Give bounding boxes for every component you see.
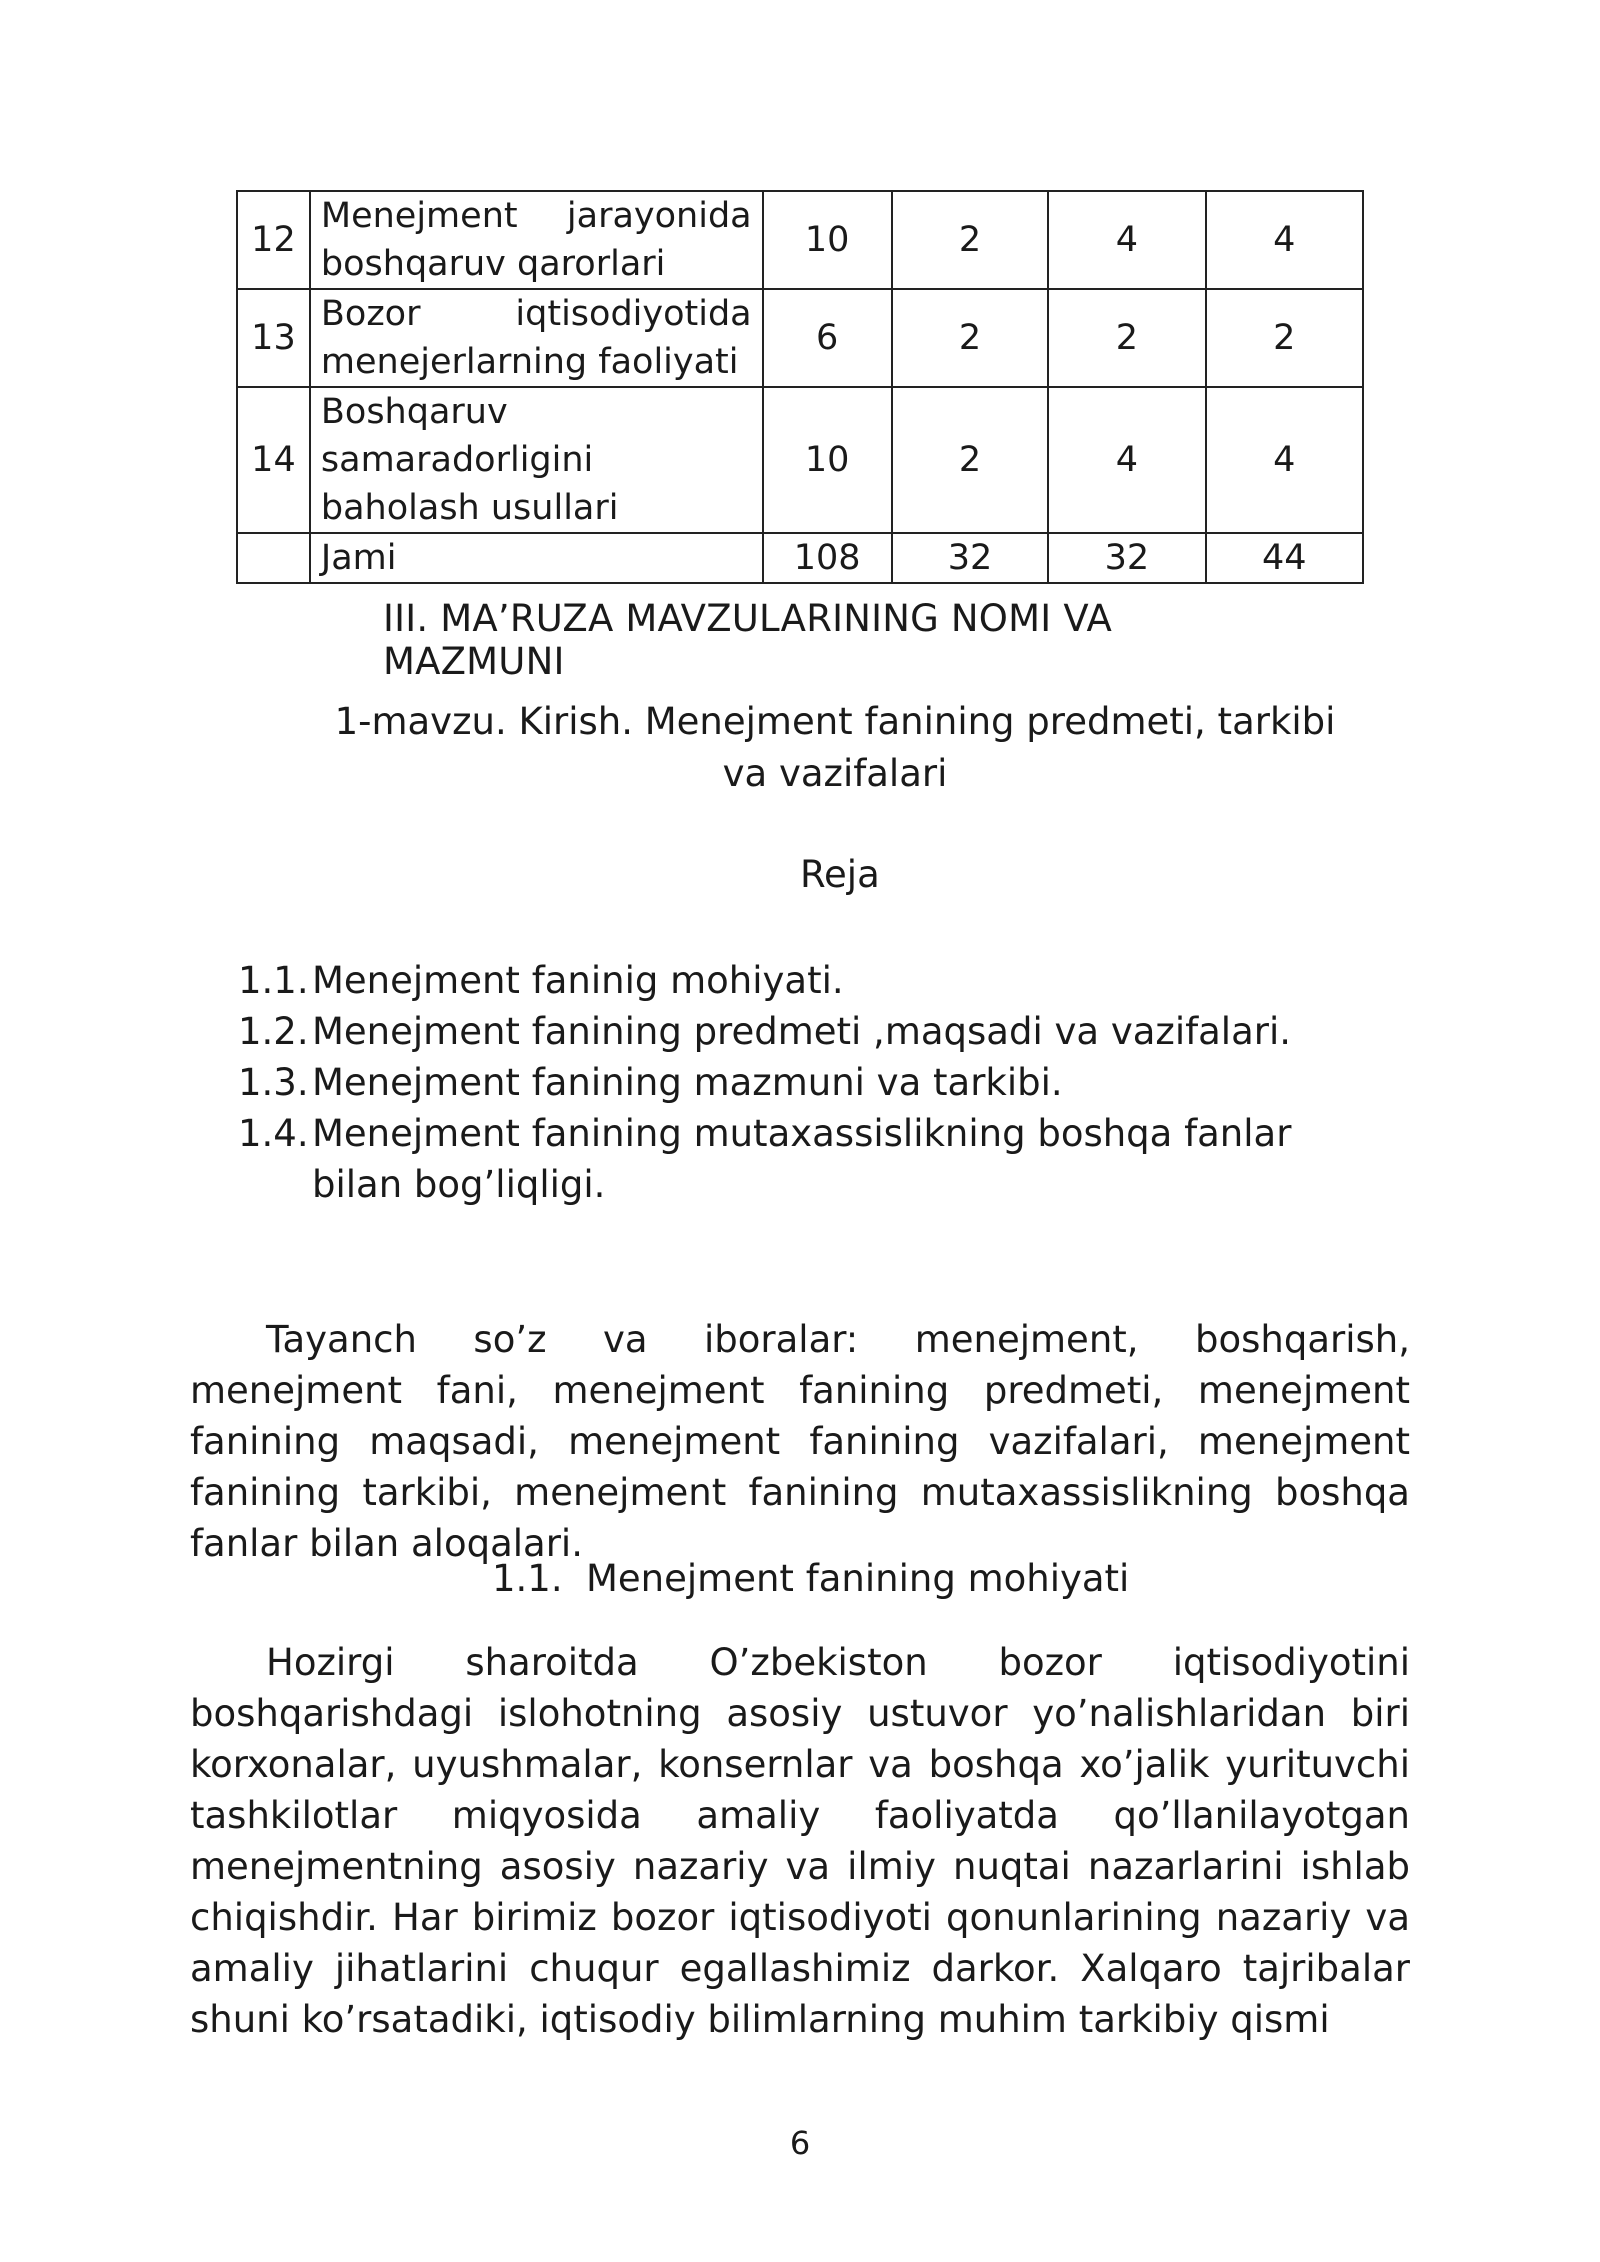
- body-text: Hozirgi sharoitda O’zbekiston bozor iqtisodiyotini boshqarishdagi islohotning asosiy ustuvor yo’nalishlaridan biri korxonalar, uyushmalar, konsernlar va boshqa xo’jalik yurituvchi tashkilotlar miqyosida amaliy faoliyatda qo’llanilayotgan menejmentning asosiy nazariy va ilmiy nuqtai nazarlarini ishlab chiqishdir. Har birimiz bozor iqtisodiyoti qonunlarining nazariy va amaliy jihatlarini chuqur egallashimiz darkor. Xalqaro tajribalar shuni ko’rsatadiki, iqtisodiy bilimlarning muhim tarkibiy qismi: [190, 1641, 1410, 2041]
- row-topic: [310, 191, 763, 289]
- row-topic: [310, 289, 763, 387]
- hours-cell: 4: [1048, 191, 1205, 289]
- total-hours-cell: 108: [763, 533, 892, 583]
- row-topic-line: baholash usullari: [320, 488, 619, 528]
- body-paragraph: [190, 1637, 1410, 2045]
- hours-cell: 2: [1048, 289, 1205, 387]
- hours-cell: 2: [1206, 289, 1363, 387]
- table-row: [237, 387, 1363, 533]
- subsection-number: 1.1.: [492, 1557, 563, 1600]
- hours-cell: 32: [1048, 533, 1205, 583]
- total-label: Jami: [310, 533, 763, 583]
- plan-item: [238, 1057, 1368, 1108]
- plan-item-text: Menejment fanining mutaxassislikning boshqa fanlar bilan bog’liqligi.: [312, 1112, 1292, 1206]
- page-number: 6: [789, 2124, 811, 2162]
- plan-item-text: Menejment fanining predmeti ,maqsadi va vazifalari.: [312, 1010, 1292, 1053]
- hours-cell: 4: [1206, 387, 1363, 533]
- plan-item: [238, 1108, 1368, 1210]
- table-row: [237, 289, 1363, 387]
- row-topic-line: boshqaruv qarorlari: [320, 244, 666, 284]
- section-title: III. MA’RUZA MAVZULARINING NOMI VA MAZMUNI: [383, 597, 1112, 683]
- row-number-empty: [237, 533, 310, 583]
- keywords-text: Tayanch so’z va iboralar: menejment, boshqarish, menejment fani, menejment fanining predmeti, menejment fanining maqsadi, menejment fanining vazifalari, menejment fanining tarkibi, menejment fanining mutaxassislikning boshqa fanlar bilan aloqalari.: [190, 1318, 1410, 1565]
- hours-cell: 4: [1048, 387, 1205, 533]
- total-hours-cell: 10: [763, 191, 892, 289]
- plan-item-number: 1.2.: [238, 1010, 309, 1053]
- row-number: 14: [237, 387, 310, 533]
- hours-cell: 2: [892, 289, 1049, 387]
- topic-title: 1-mavzu. Kirish. Menejment fanining predmeti, tarkibi va vazifalari: [334, 700, 1336, 795]
- row-topic-line: Bozor iqtisodiyotida: [320, 294, 752, 334]
- row-topic-line: Menejment jarayonida: [320, 196, 752, 236]
- hours-table: [236, 190, 1364, 584]
- keywords-paragraph: [190, 1314, 1410, 1569]
- total-hours-cell: 6: [763, 289, 892, 387]
- plan-item-text: Menejment fanining mazmuni va tarkibi.: [312, 1061, 1063, 1104]
- plan-item-number: 1.1.: [238, 959, 309, 1002]
- hours-cell: 32: [892, 533, 1049, 583]
- subsection-title: Menejment fanining mohiyati: [586, 1557, 1130, 1600]
- row-number: 13: [237, 289, 310, 387]
- row-number: 12: [237, 191, 310, 289]
- plan-item-number: 1.3.: [238, 1061, 309, 1104]
- plan-item-text: Menejment faninig mohiyati.: [312, 959, 844, 1002]
- plan-item-number: 1.4.: [238, 1112, 309, 1155]
- row-topic-line: menejerlarning faoliyati: [320, 342, 739, 382]
- total-row: [237, 533, 1363, 583]
- table-row: [237, 191, 1363, 289]
- plan-item: [238, 955, 1368, 1006]
- hours-cell: 2: [892, 387, 1049, 533]
- hours-cell: 4: [1206, 191, 1363, 289]
- hours-cell: 2: [892, 191, 1049, 289]
- hours-cell: 44: [1206, 533, 1363, 583]
- total-hours-cell: 10: [763, 387, 892, 533]
- subsection-heading: [492, 1557, 1129, 1600]
- row-topic-line: Boshqaruv samaradorligini: [320, 392, 594, 480]
- row-topic: [310, 387, 763, 533]
- plan-list: [238, 955, 1368, 1210]
- plan-item: [238, 1006, 1368, 1057]
- plan-heading: Reja: [800, 853, 880, 896]
